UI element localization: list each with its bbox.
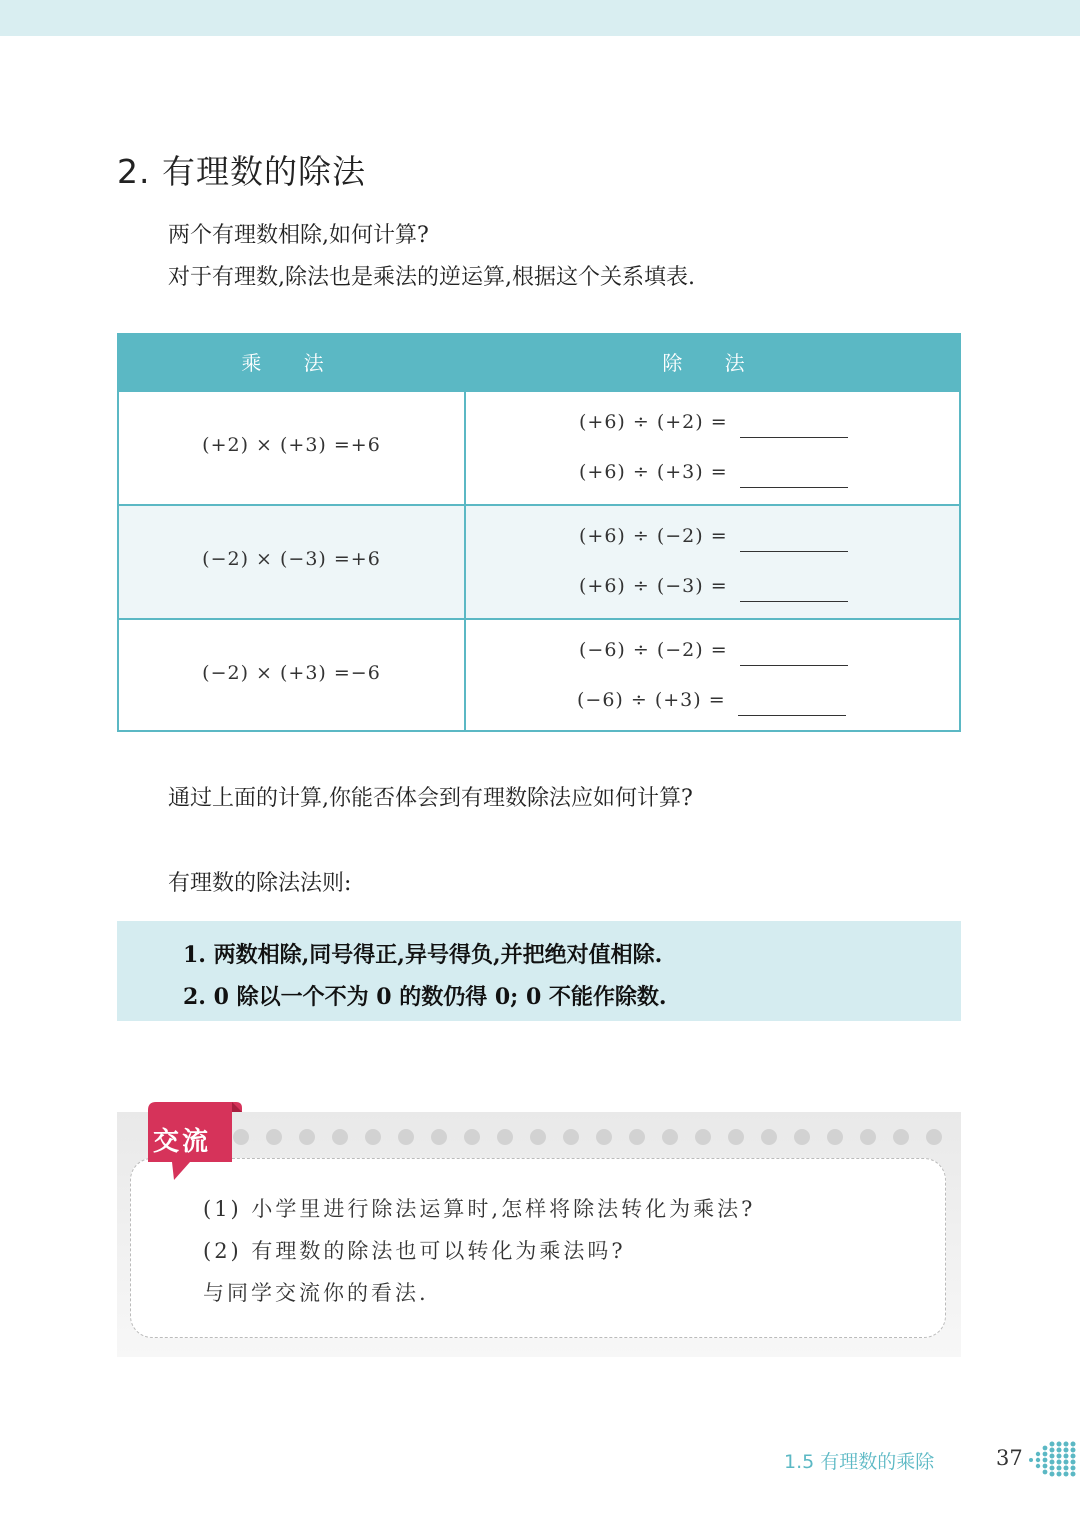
division-cell: (+6) ÷ (+2) = xyxy=(579,411,728,433)
answer-blank[interactable] xyxy=(740,601,848,602)
header-division: 除 法 xyxy=(662,351,763,375)
rule-item: 2. 0 除以一个不为 0 的数仍得 0; 0 不能作除数. xyxy=(183,984,667,1010)
table-row xyxy=(119,506,959,618)
discussion-question: (2) 有理数的除法也可以转化为乘法吗? xyxy=(203,1239,626,1263)
footer-section-title: 1.5 有理数的乘除 xyxy=(784,1451,935,1473)
header-multiplication: 乘 法 xyxy=(241,351,342,375)
answer-blank[interactable] xyxy=(740,665,848,666)
division-cell: (+6) ÷ (−3) = xyxy=(579,575,728,597)
dot-grid-icon xyxy=(1028,1440,1080,1480)
section-title: 2. 有理数的除法 xyxy=(117,152,366,191)
multiplication-cell: (−2) × (+3) =−6 xyxy=(202,662,381,684)
discussion-badge-label: 交流 xyxy=(153,1127,212,1157)
answer-blank[interactable] xyxy=(740,437,848,438)
page-number: 37 xyxy=(996,1446,1023,1470)
multiplication-cell: (+2) × (+3) =+6 xyxy=(202,434,381,456)
rule-heading: 有理数的除法法则: xyxy=(168,871,352,896)
division-cell: (+6) ÷ (−2) = xyxy=(579,525,728,547)
answer-blank[interactable] xyxy=(740,487,848,488)
reflection-question: 通过上面的计算,你能否体会到有理数除法应如何计算? xyxy=(168,786,693,811)
top-band xyxy=(0,0,1080,36)
intro-question: 两个有理数相除,如何计算? xyxy=(168,223,429,248)
binder-holes xyxy=(233,1129,953,1145)
rule-item: 1. 两数相除,同号得正,异号得负,并把绝对值相除. xyxy=(183,942,663,968)
division-cell: (+6) ÷ (+3) = xyxy=(579,461,728,483)
intro-instruction: 对于有理数,除法也是乘法的逆运算,根据这个关系填表. xyxy=(168,265,695,290)
division-rules-box xyxy=(117,921,961,1021)
division-cell: (−6) ÷ (−2) = xyxy=(579,639,728,661)
calculation-table xyxy=(117,333,961,732)
multiplication-cell: (−2) × (−3) =+6 xyxy=(202,548,381,570)
table-row xyxy=(119,392,959,504)
answer-blank[interactable] xyxy=(740,551,848,552)
discussion-question: (1) 小学里进行除法运算时,怎样将除法转化为乘法? xyxy=(203,1197,756,1221)
answer-blank[interactable] xyxy=(738,715,846,716)
column-divider xyxy=(464,335,466,730)
table-row xyxy=(119,620,959,732)
division-cell: (−6) ÷ (+3) = xyxy=(577,689,726,711)
discussion-prompt: 与同学交流你的看法. xyxy=(203,1281,429,1305)
